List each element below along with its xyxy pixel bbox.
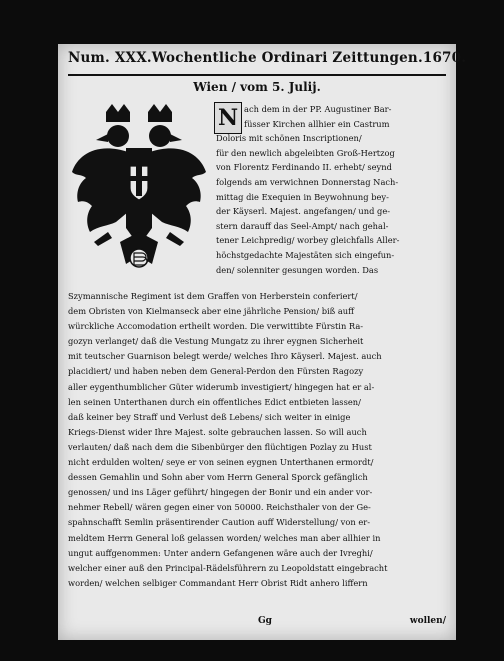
text-line: tener Leichpredig/ worbey gleichfalls Aller-: [216, 235, 400, 246]
text-line: spahnschafft Semlin präsentirender Caution auff Widerstellung/ von er-: [68, 517, 371, 528]
text-line: welcher einer auß den Principal-Rädelsführern zu Leopoldstatt eingebracht: [68, 562, 388, 573]
text-line: der Käyserl. Majest. angefangen/ und ge-: [216, 206, 391, 217]
text-line: genossen/ und ins Läger geführt/ hingegen der Bonir und ein ander vor-: [68, 487, 373, 498]
text-line: len seinen Unterthanen durch ein offentliches Edict entbieten lassen/: [68, 396, 361, 407]
text-line: mit teutscher Guarnison belegt werde/ welches Ihro Käyserl. Majest. auch: [68, 351, 382, 362]
text-line: ach dem in der PP. Augustiner Bar-: [244, 104, 392, 114]
article-column-beside-emblem: [216, 102, 448, 277]
text-line: ungut auffgenommen: Unter andern Gefangenen wäre auch der Ivreghi/: [68, 547, 373, 558]
page-header: [68, 50, 467, 76]
issue-number: Num. XXX.: [68, 50, 152, 66]
drop-cap-initial: N: [214, 102, 242, 134]
text-line: Kriegs-Dienst wider Ihre Majest. solte gebrauchen lassen. So will auch: [68, 426, 367, 437]
text-line: placidiert/ und haben neben dem General-Perdon den Fürsten Ragozy: [68, 366, 364, 377]
text-line: nehmer Rebell/ wären gegen einer von 50000. Reichsthaler von der Ge-: [68, 502, 371, 513]
text-line: füsser Kirchen allhier ein Castrum: [244, 118, 390, 129]
text-line: worden/ welchen selbiger Commandant Herr Obrist Ridt anhero liffern: [68, 577, 368, 588]
newspaper-title: Wochentliche Ordinari Zeittungen.: [151, 50, 423, 66]
text-line: mittag die Exequien in Beywohnung bey-: [216, 191, 389, 202]
text-line: dessen Gemahlin und Sohn aber vom Herrn General Sporck gefänglich: [68, 472, 368, 483]
text-line: würckliche Accomodation ertheilt worden. Die verwittibte Fürstin Ra-: [68, 321, 364, 332]
text-line: meldtem Herrn General loß gelassen worden/ welches man aber allhier in: [68, 532, 381, 543]
newspaper-page: [58, 44, 467, 640]
text-line: daß keiner bey Straff und Verlust deß Lebens/ sich weiter in einige: [68, 411, 351, 422]
text-line: dem Obristen von Kielmanseck aber eine jährliche Pension/ biß auff: [68, 306, 355, 317]
text-line: den/ solenniter gesungen worden. Das: [216, 264, 379, 275]
header-rule: [68, 74, 446, 76]
text-line: für den newlich abgeleibten Groß-Hertzog: [216, 147, 395, 158]
text-line: verlauten/ daß nach dem die Sibenbürger den flüchtigen Pozlay zu Hust: [68, 441, 372, 452]
issue-year: 1670.: [422, 50, 467, 66]
catchword: wollen/: [409, 616, 446, 626]
text-line: folgends am verwichnen Donnerstag Nach-: [216, 176, 399, 187]
text-line: stern darauff das Seel-Ampt/ nach gehal-: [216, 220, 389, 231]
text-line: nicht erdulden wolten/ seye er von seinen eygnen Unterthanen ermordt/: [68, 457, 374, 468]
text-line: von Florentz Ferdinando II. erhebt/ seynd: [216, 162, 392, 173]
article-body-full-width: [68, 289, 448, 591]
page-footer: [68, 616, 446, 632]
signature-mark: Gg: [258, 616, 272, 626]
double-headed-eagle-icon: [68, 102, 210, 284]
text-line: höchstgedachte Majestäten sich eingefun-: [216, 249, 395, 260]
dateline: Wien / vom 5. Julij.: [193, 80, 321, 94]
text-line: Szymannische Regiment ist dem Graffen von Herberstein conferiert/: [68, 291, 358, 301]
text-line: aller eygenthumblicher Güter widerumb investigiert/ hingegen hat er al-: [68, 381, 375, 392]
text-line: gozyn verlanget/ daß die Vestung Mungatz zu ihrer eygnen Sicherheit: [68, 336, 364, 347]
text-line: Doloris mit schönen Inscriptionen/: [216, 133, 362, 144]
